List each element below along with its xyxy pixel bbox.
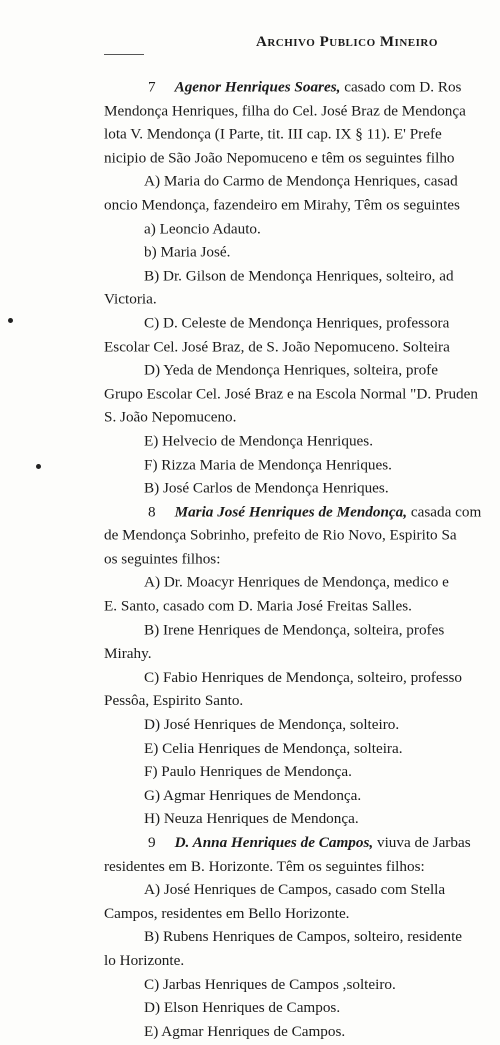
text-line: lota V. Mendonça (I Parte, tit. III cap. IX § 11). E' Prefe xyxy=(104,126,442,143)
entry-name: D. Anna Henriques de Campos, xyxy=(174,834,374,851)
text-line: Grupo Escolar Cel. José Braz e na Escola Normal "D. Pruden xyxy=(104,385,478,403)
list-item-line: B) Rubens Henriques de Campos, solteiro, residente xyxy=(144,928,463,946)
margin-dot xyxy=(8,318,13,323)
text-line: Mirahy. xyxy=(104,645,152,662)
list-item-line: F) Paulo Henriques de Mendonça. xyxy=(144,763,352,780)
text-line: de Mendonça Sobrinho, prefeito de Rio Novo, Espirito Sa xyxy=(104,527,457,544)
text-line: Escolar Cel. José Braz, de S. João Nepomuceno. Solteira xyxy=(104,338,450,355)
entry-heading-line xyxy=(104,501,500,525)
text-line: residentes em B. Horizonte. Têm os seguintes filhos: xyxy=(104,858,425,875)
list-item-line: D) Elson Henriques de Campos. xyxy=(144,999,341,1016)
list-item-line: E) Celia Henriques de Mendonça, solteira. xyxy=(144,739,403,757)
list-item-line: B) José Carlos de Mendonça Henriques. xyxy=(144,480,389,497)
entry-text: casada com xyxy=(407,503,482,521)
list-item-line: D) Yeda de Mendonça Henriques, solteira, profe xyxy=(144,362,438,379)
list-item-line: B) Irene Henriques de Mendonça, solteira, profes xyxy=(144,621,445,639)
margin-dot xyxy=(36,464,41,469)
entry-name: Agenor Henriques Soares, xyxy=(174,78,341,96)
list-item-line: A) Maria do Carmo de Mendonça Henriques, casad xyxy=(144,173,458,190)
text-line: Pessôa, Espirito Santo. xyxy=(104,692,244,710)
list-item-line: G) Agmar Henriques de Mendonça. xyxy=(144,787,362,804)
text-line: nicipio de São João Nepomuceno e têm os seguintes filho xyxy=(104,149,455,167)
list-item-line: E) Agmar Henriques de Campos. xyxy=(144,1023,346,1040)
list-item-line: A) Dr. Moacyr Henriques de Mendonça, medico e xyxy=(144,574,449,592)
list-item-line: C) Fabio Henriques de Mendonça, solteiro, professo xyxy=(144,669,463,686)
list-item-line: B) Dr. Gilson de Mendonça Henriques, solteiro, ad xyxy=(144,267,454,285)
text-line: Victoria. xyxy=(104,291,157,308)
list-item-line: D) José Henriques de Mendonça, solteiro. xyxy=(144,716,400,733)
list-item-line: b) Maria José. xyxy=(144,244,231,261)
text-line: os seguintes filhos: xyxy=(104,551,221,568)
entry-text: casado com D. Ros xyxy=(340,78,462,96)
header-rule xyxy=(104,54,144,55)
list-item-line: F) Rizza Maria de Mendonça Henriques. xyxy=(144,456,392,473)
entry-number: 9 xyxy=(148,834,156,851)
text-line: Mendonça Henriques, filha do Cel. José Braz de Mendonça xyxy=(104,102,466,119)
entry-heading-line xyxy=(104,76,500,100)
text-line: S. João Nepomuceno. xyxy=(104,409,237,426)
list-item-line: H) Neuza Henriques de Mendonça. xyxy=(144,810,359,828)
entry-text: viuva de Jarbas xyxy=(373,834,471,851)
text-line: Campos, residentes em Bello Horizonte. xyxy=(104,905,350,922)
entry-number: 8 xyxy=(148,503,156,521)
list-item-line: C) Jarbas Henriques de Campos ,solteiro. xyxy=(144,976,396,993)
entry-name: Maria José Henriques de Mendonça, xyxy=(174,503,408,521)
text-line: lo Horizonte. xyxy=(104,952,185,969)
text-line: oncio Mendonça, fazendeiro em Mirahy, Têm os seguintes xyxy=(104,196,460,214)
entry-number: 7 xyxy=(148,78,156,96)
list-item-line: E) Helvecio de Mendonça Henriques. xyxy=(144,433,373,450)
body-text xyxy=(104,76,500,1044)
text-line: E. Santo, casado com D. Maria José Freitas Salles. xyxy=(104,598,412,615)
list-item-line: A) José Henriques de Campos, casado com Stella xyxy=(144,881,446,898)
running-header: Archivo Publico Mineiro xyxy=(256,34,438,50)
entry-heading-line xyxy=(104,832,500,856)
list-item-line: C) D. Celeste de Mendonça Henriques, professora xyxy=(144,314,450,332)
list-item-line: a) Leoncio Adauto. xyxy=(144,220,261,237)
